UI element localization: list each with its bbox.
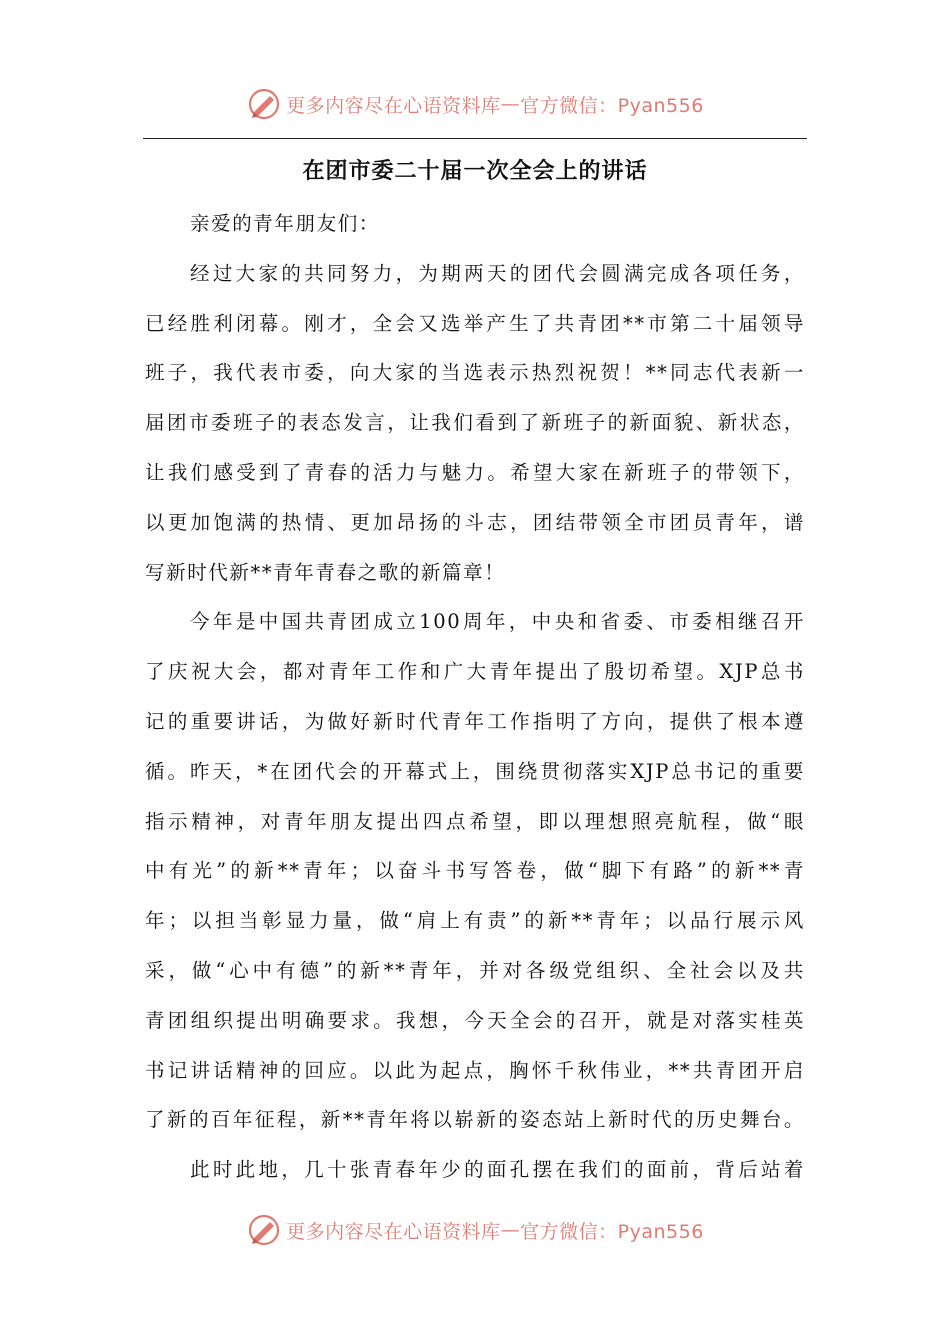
body-line: 记的重要讲话，为做好新时代青年工作指明了方向，提供了根本遵: [145, 709, 805, 733]
footer-watermark: [0, 1210, 950, 1250]
watermark-contact: 官方微信：Pyan556: [520, 94, 704, 117]
body-line: 循。昨天，*在团代会的开幕式上，围绕贯彻落实XJP总书记的重要: [145, 759, 805, 783]
body-line: 了庆祝大会，都对青年工作和广大青年提出了殷切希望。XJP总书: [145, 660, 805, 684]
body-line: 书记讲话精神的回应。以此为起点，胸怀千秋伟业，**共青团开启: [145, 1058, 805, 1082]
body-line: 班子，我代表市委，向大家的当选表示热烈祝贺！**同志代表新一: [145, 361, 805, 385]
watermark-brand: 更多内容尽在心语资料库: [286, 1220, 501, 1243]
pen-logo-icon: [246, 86, 282, 122]
body-line: 经过大家的共同努力，为期两天的团代会圆满完成各项任务，: [190, 261, 805, 285]
pen-logo-icon: [246, 1212, 282, 1248]
document-title: 在团市委二十届一次全会上的讲话: [302, 159, 648, 184]
body-line: 以更加饱满的热情、更加昂扬的斗志，团结带领全市团员青年，谱: [145, 510, 805, 534]
header-divider: [143, 138, 807, 139]
header-watermark: [0, 84, 950, 124]
body-line: 指示精神，对青年朋友提出四点希望，即以理想照亮航程，做“眼: [145, 809, 805, 833]
body-line: 了新的百年征程，新**青年将以崭新的姿态站上新时代的历史舞台。: [145, 1108, 805, 1132]
body-line: 中有光”的新**青年；以奋斗书写答卷，做“脚下有路”的新**青: [145, 859, 805, 883]
body-line: 让我们感受到了青春的活力与魅力。希望大家在新班子的带领下，: [145, 460, 805, 484]
body-line: 采，做“心中有德”的新**青年，并对各级党组织、全社会以及共: [145, 958, 805, 982]
body-line: 此时此地，几十张青春年少的面孔摆在我们的面前，背后站着: [190, 1158, 805, 1182]
watermark-contact: 官方微信：Pyan556: [520, 1220, 704, 1243]
document-body: [145, 199, 805, 1195]
body-line: 青团组织提出明确要求。我想，今天全会的召开，就是对落实桂英: [145, 1008, 805, 1032]
body-line: 亲爱的青年朋友们：: [190, 212, 380, 235]
body-line: 今年是中国共青团成立100周年，中央和省委、市委相继召开: [190, 610, 805, 634]
body-line: 写新时代新**青年青春之歌的新篇章！: [145, 560, 506, 584]
body-line: 届团市委班子的表态发言，让我们看到了新班子的新面貌、新状态，: [145, 411, 805, 435]
watermark-separator: —: [500, 93, 521, 115]
body-line: 已经胜利闭幕。刚才，全会又选举产生了共青团**市第二十届领导: [145, 311, 805, 335]
body-line: 年；以担当彰显力量，做“肩上有责”的新**青年；以品行展示风: [145, 909, 805, 933]
watermark-brand: 更多内容尽在心语资料库: [286, 94, 501, 117]
watermark-separator: —: [500, 1219, 521, 1241]
